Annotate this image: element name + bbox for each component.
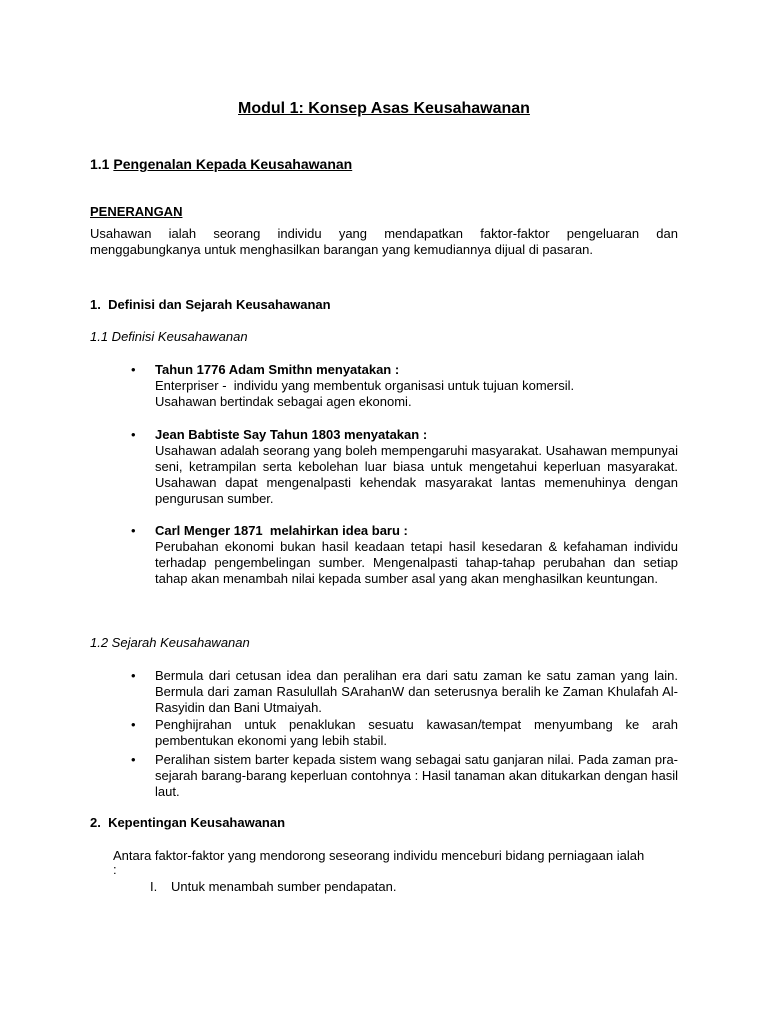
section-heading-pengenalan — [90, 155, 352, 173]
bullet-icon: • — [131, 427, 136, 442]
section-heading-definisi-sejarah: 1. Definisi dan Sejarah Keusahawanan — [90, 297, 331, 312]
bullet-icon: • — [131, 362, 136, 377]
subheading-definisi: 1.1 Definisi Keusahawanan — [90, 329, 248, 344]
bullet-icon: • — [131, 752, 136, 767]
kepentingan-list-item: Untuk menambah sumber pendapatan. — [171, 879, 397, 894]
bullet-icon: • — [131, 717, 136, 732]
section-number: 1.1 — [90, 156, 110, 172]
definisi-item-heading: Jean Babtiste Say Tahun 1803 menyatakan : — [155, 427, 428, 442]
definisi-item-text: Perubahan ekonomi bukan hasil keadaan tetapi hasil kesedaran & kefahaman individu terhadap pengembelingan sumber. Mengenalpasti tahap-tahap perubahan dan setiap tahap akan menambah nilai kepada sumber asal yang akan menghasilkan keuntungan. — [155, 539, 678, 586]
definisi-item-text: Usahawan adalah seorang yang boleh mempengaruhi masyarakat. Usahawan mempunyai seni, ketrampilan serta kebolehan luar biasa untuk mengetahui keperluan masyarakat. Usahawan dapat mengenalpasti kehendak masyarakat lantas memenuhinya dengan pengurusan sumber. — [155, 443, 678, 506]
page-title — [0, 99, 768, 119]
page-title-text: Modul 1: Konsep Asas Keusahawanan — [238, 100, 530, 117]
penerangan-paragraph: Usahawan ialah seorang individu yang mendapatkan faktor-faktor pengeluaran dan menggabungkanya untuk menghasilkan barangan yang kemudiannya dijual di pasaran. — [90, 226, 678, 257]
section-label: Pengenalan Kepada Keusahawanan — [113, 156, 353, 172]
kepentingan-list-numeral: I. — [150, 879, 158, 894]
sejarah-item: Penghijrahan untuk penaklukan sesuatu kawasan/tempat menyumbang ke arah pembentukan ekonomi yang lebih stabil. — [155, 717, 678, 748]
sejarah-item: Bermula dari cetusan idea dan peralihan era dari satu zaman ke satu zaman yang lain. Bermula dari zaman Rasulullah SArahanW dan seterusnya beralih ke Zaman Khulafah Al-Rasyidin dan Bani Utmaiyah. — [155, 668, 678, 715]
definisi-item-line: Enterpriser - individu yang membentuk organisasi untuk tujuan komersil. — [155, 378, 575, 393]
bullet-icon: • — [131, 668, 136, 683]
section-heading-kepentingan: 2. Kepentingan Keusahawanan — [90, 815, 286, 830]
sejarah-item: Peralihan sistem barter kepada sistem wang sebagai satu ganjaran nilai. Pada zaman pra-sejarah barang-barang keperluan contohnya : Hasil tanaman akan ditukarkan dengan hasil laut. — [155, 752, 678, 799]
bullet-icon: • — [131, 523, 136, 538]
definisi-item-heading: Tahun 1776 Adam Smithn menyatakan : — [155, 362, 400, 377]
kepentingan-intro-colon: : — [113, 862, 117, 877]
penerangan-heading: PENERANGAN — [90, 204, 183, 219]
kepentingan-intro: Antara faktor-faktor yang mendorong seseorang individu menceburi bidang perniagaan ialah — [113, 848, 645, 863]
subheading-sejarah: 1.2 Sejarah Keusahawanan — [90, 635, 250, 650]
definisi-item-heading: Carl Menger 1871 melahirkan idea baru : — [155, 523, 408, 538]
definisi-item-line: Usahawan bertindak sebagai agen ekonomi. — [155, 394, 412, 409]
